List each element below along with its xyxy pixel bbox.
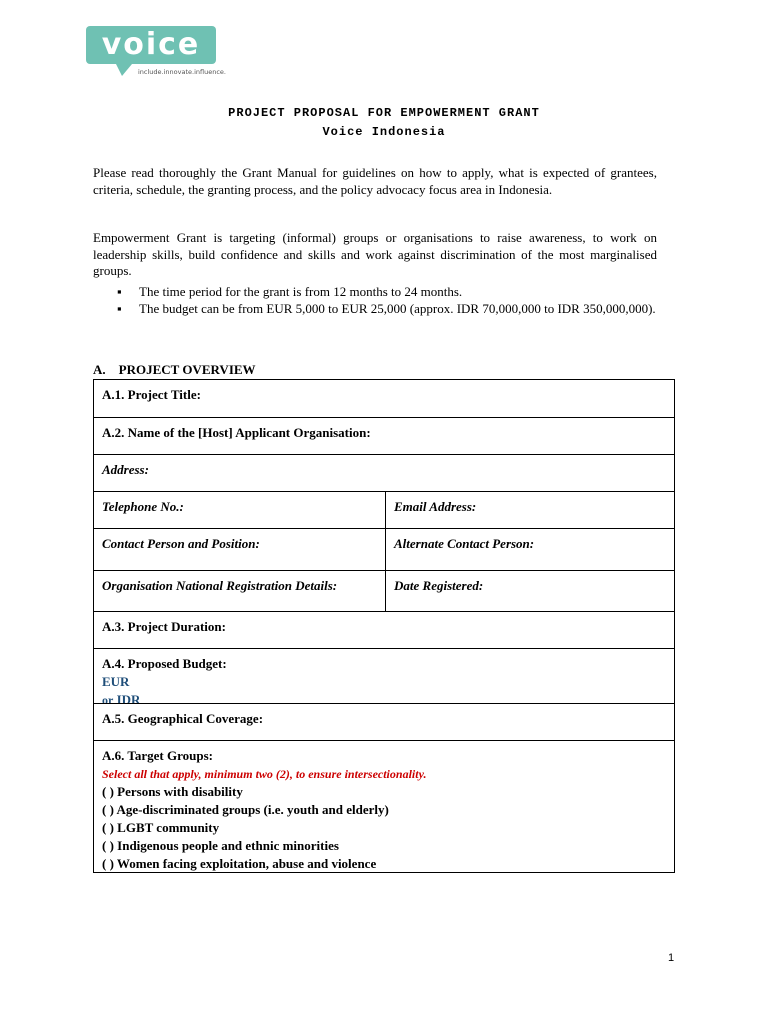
bullet-icon: ▪ [117,300,122,316]
telephone-field[interactable] [94,491,385,528]
address-field[interactable] [94,454,674,491]
bullet-icon: ▪ [117,284,122,299]
contact-person-label: Contact Person and Position: [102,536,260,551]
logo-wordmark: voice [86,26,216,64]
geographical-coverage-field[interactable] [94,703,674,740]
document-subtitle: Voice Indonesia [322,125,446,139]
target-groups-field [94,740,674,872]
list-item [93,284,657,301]
grant-bullet-list [93,284,657,317]
logo-speech-tail [116,64,132,76]
project-title-field[interactable] [94,380,674,417]
email-field[interactable] [385,491,674,528]
email-label: Email Address: [394,499,477,514]
project-title-label: A.1. Project Title: [102,387,201,402]
budget-eur-label: EUR [102,674,130,689]
date-registered-label: Date Registered: [394,578,484,593]
registration-field[interactable] [94,570,385,611]
telephone-label: Telephone No.: [102,499,184,514]
alternate-contact-label: Alternate Contact Person: [394,536,535,551]
budget-or-label: or [102,693,114,707]
page-number: 1 [668,952,675,964]
target-option-women[interactable]: ( ) Women facing exploitation, abuse and violence [102,856,377,871]
project-duration-label: A.3. Project Duration: [102,619,226,634]
target-groups-label: A.6. Target Groups: [102,748,213,763]
org-name-label: A.2. Name of the [Host] Applicant Organisation: [102,425,371,440]
bullet-text: The budget can be from EUR 5,000 to EUR 25,000 (approx. IDR 70,000,000 to IDR 350,000,000). [139,300,656,316]
target-option-indigenous[interactable]: ( ) Indigenous people and ethnic minorities [102,838,339,853]
target-option-age[interactable]: ( ) Age-discriminated groups (i.e. youth and elderly) [102,802,389,817]
date-registered-field[interactable] [385,570,674,611]
project-duration-field[interactable] [94,611,674,648]
list-item [93,301,657,318]
bullet-text: The time period for the grant is from 12 months to 24 months. [139,284,463,299]
registration-label: Organisation National Registration Details: [102,578,338,593]
target-option-disability[interactable]: ( ) Persons with disability [102,784,243,799]
geographical-coverage-label: A.5. Geographical Coverage: [102,711,264,726]
voice-logo [86,26,226,80]
intro-paragraph-2: Empowerment Grant is targeting (informal) groups or organisations to raise awareness, to work on leadership skills, build confidence and skills and work against discrimination of the most marginalised groups. [93,230,657,278]
budget-idr-label: IDR [116,692,141,707]
address-label: Address: [102,462,149,477]
target-option-lgbt[interactable]: ( ) LGBT community [102,820,220,835]
section-a-heading: A. PROJECT OVERVIEW [93,362,256,377]
alternate-contact-field[interactable] [385,528,674,570]
proposed-budget-field[interactable] [94,648,674,707]
project-overview-table [93,379,675,873]
contact-person-field[interactable] [94,528,385,570]
intro-paragraph-1: Please read thoroughly the Grant Manual for guidelines on how to apply, what is expected of grantees, criteria, schedule, the granting process, and the policy advocacy focus area in Indonesia. [93,165,657,197]
target-groups-note: Select all that apply, minimum two (2), to ensure intersectionality. [102,767,427,781]
document-title: PROJECT PROPOSAL FOR EMPOWERMENT GRANT [228,106,540,120]
proposed-budget-label: A.4. Proposed Budget: [102,656,227,671]
logo-tagline: include.innovate.influence. [138,68,226,76]
org-name-field[interactable] [94,417,674,454]
